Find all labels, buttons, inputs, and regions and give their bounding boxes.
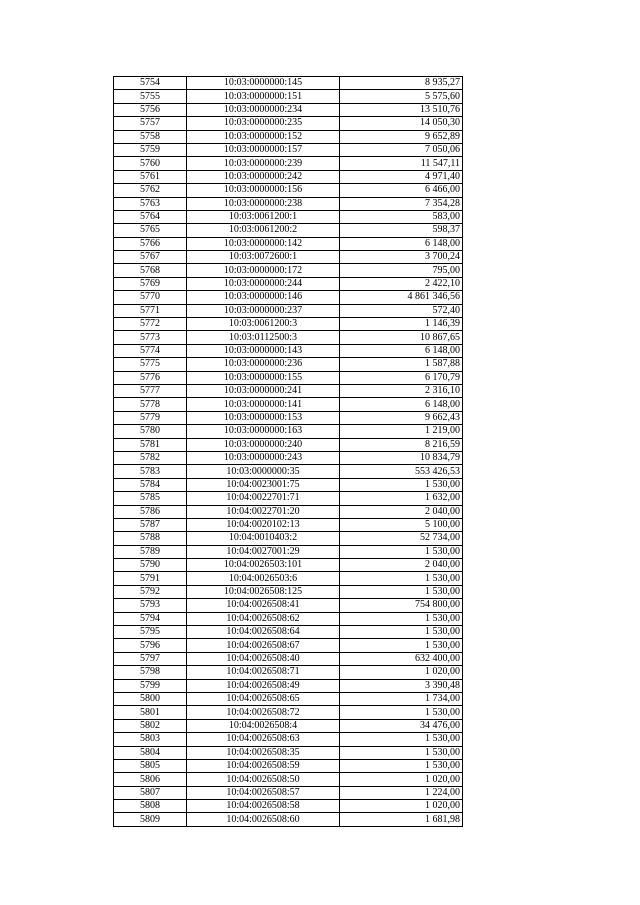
table-row [114, 170, 463, 183]
table-row [114, 358, 463, 371]
table-row [114, 612, 463, 625]
amount-value: 7 050,06 [340, 143, 463, 156]
cadastral-number: 10:03:0061200:2 [187, 224, 340, 237]
table-row [114, 478, 463, 491]
cadastral-number: 10:03:0000000:239 [187, 157, 340, 170]
amount-value: 1 632,00 [340, 492, 463, 505]
table-row [114, 465, 463, 478]
cadastral-number: 10:04:0026508:40 [187, 652, 340, 665]
amount-value: 1 224,00 [340, 786, 463, 799]
table-row [114, 318, 463, 331]
amount-value: 13 510,76 [340, 103, 463, 116]
cadastral-number: 10:03:0000000:234 [187, 103, 340, 116]
cadastral-number: 10:04:0026508:72 [187, 706, 340, 719]
row-number: 5792 [114, 585, 187, 598]
amount-value: 34 476,00 [340, 719, 463, 732]
row-number: 5786 [114, 505, 187, 518]
cadastral-number: 10:04:0026503:6 [187, 572, 340, 585]
table-row [114, 77, 463, 90]
row-number: 5777 [114, 384, 187, 397]
table-row [114, 304, 463, 317]
amount-value: 1 530,00 [340, 545, 463, 558]
row-number: 5809 [114, 813, 187, 826]
amount-value: 8 935,27 [340, 77, 463, 90]
amount-value: 11 547,11 [340, 157, 463, 170]
amount-value: 4 861 346,56 [340, 291, 463, 304]
amount-value: 4 971,40 [340, 170, 463, 183]
table-row [114, 264, 463, 277]
amount-value: 6 170,79 [340, 371, 463, 384]
cadastral-number: 10:03:0000000:153 [187, 411, 340, 424]
row-number: 5799 [114, 679, 187, 692]
amount-value: 1 530,00 [340, 585, 463, 598]
amount-value: 8 216,59 [340, 438, 463, 451]
row-number: 5780 [114, 425, 187, 438]
cadastral-number: 10:04:0010403:2 [187, 532, 340, 545]
cadastral-number: 10:04:0026508:64 [187, 626, 340, 639]
amount-value: 553 426,53 [340, 465, 463, 478]
cadastral-number: 10:03:0000000:163 [187, 425, 340, 438]
cadastral-number: 10:03:0061200:3 [187, 318, 340, 331]
cadastral-number: 10:04:0026508:41 [187, 599, 340, 612]
row-number: 5762 [114, 184, 187, 197]
table-row [114, 277, 463, 290]
amount-value: 1 219,00 [340, 425, 463, 438]
table-row [114, 451, 463, 464]
amount-value: 1 530,00 [340, 733, 463, 746]
row-number: 5766 [114, 237, 187, 250]
table-row [114, 719, 463, 732]
cadastral-number: 10:03:0000000:235 [187, 117, 340, 130]
amount-value: 3 390,48 [340, 679, 463, 692]
table-row [114, 251, 463, 264]
amount-value: 1 734,00 [340, 692, 463, 705]
row-number: 5805 [114, 759, 187, 772]
cadastral-number: 10:04:0020102:13 [187, 518, 340, 531]
cadastral-number: 10:03:0000000:141 [187, 398, 340, 411]
cadastral-number: 10:03:0000000:241 [187, 384, 340, 397]
amount-value: 1 020,00 [340, 773, 463, 786]
amount-value: 1 530,00 [340, 706, 463, 719]
amount-value: 1 020,00 [340, 800, 463, 813]
row-number: 5798 [114, 666, 187, 679]
cadastral-number: 10:03:0000000:237 [187, 304, 340, 317]
amount-value: 583,00 [340, 210, 463, 223]
row-number: 5756 [114, 103, 187, 116]
row-number: 5757 [114, 117, 187, 130]
table-row [114, 130, 463, 143]
cadastral-number: 10:04:0026508:71 [187, 666, 340, 679]
cadastral-number: 10:03:0000000:242 [187, 170, 340, 183]
amount-value: 2 040,00 [340, 505, 463, 518]
row-number: 5781 [114, 438, 187, 451]
row-number: 5806 [114, 773, 187, 786]
row-number: 5784 [114, 478, 187, 491]
table-row [114, 652, 463, 665]
table-row [114, 518, 463, 531]
table-row [114, 197, 463, 210]
row-number: 5783 [114, 465, 187, 478]
row-number: 5785 [114, 492, 187, 505]
table-row [114, 344, 463, 357]
cadastral-number: 10:03:0000000:143 [187, 344, 340, 357]
amount-value: 754 800,00 [340, 599, 463, 612]
row-number: 5773 [114, 331, 187, 344]
cadastral-number: 10:03:0000000:172 [187, 264, 340, 277]
table-row [114, 532, 463, 545]
cadastral-number: 10:03:0000000:240 [187, 438, 340, 451]
amount-value: 1 530,00 [340, 572, 463, 585]
table-row [114, 773, 463, 786]
amount-value: 14 050,30 [340, 117, 463, 130]
amount-value: 1 530,00 [340, 759, 463, 772]
table-row [114, 371, 463, 384]
row-number: 5789 [114, 545, 187, 558]
amount-value: 632 400,00 [340, 652, 463, 665]
table-row [114, 559, 463, 572]
table-row [114, 411, 463, 424]
cadastral-number: 10:04:0022701:71 [187, 492, 340, 505]
row-number: 5800 [114, 692, 187, 705]
cadastral-number: 10:03:0000000:236 [187, 358, 340, 371]
row-number: 5797 [114, 652, 187, 665]
cadastral-number: 10:04:0026508:125 [187, 585, 340, 598]
row-number: 5772 [114, 318, 187, 331]
amount-value: 9 652,89 [340, 130, 463, 143]
data-table [113, 76, 463, 827]
row-number: 5774 [114, 344, 187, 357]
table-row [114, 384, 463, 397]
amount-value: 3 700,24 [340, 251, 463, 264]
row-number: 5764 [114, 210, 187, 223]
row-number: 5807 [114, 786, 187, 799]
table-row [114, 505, 463, 518]
row-number: 5793 [114, 599, 187, 612]
cadastral-number: 10:03:0000000:142 [187, 237, 340, 250]
table-row [114, 237, 463, 250]
amount-value: 9 662,43 [340, 411, 463, 424]
table-row [114, 398, 463, 411]
table-row [114, 331, 463, 344]
table-row [114, 679, 463, 692]
cadastral-number: 10:03:0072600:1 [187, 251, 340, 264]
row-number: 5760 [114, 157, 187, 170]
table-body [114, 77, 463, 827]
row-number: 5769 [114, 277, 187, 290]
cadastral-number: 10:04:0026508:4 [187, 719, 340, 732]
amount-value: 2 316,10 [340, 384, 463, 397]
row-number: 5754 [114, 77, 187, 90]
cadastral-number: 10:04:0026508:62 [187, 612, 340, 625]
table-row [114, 90, 463, 103]
cadastral-number: 10:03:0000000:156 [187, 184, 340, 197]
table-row [114, 626, 463, 639]
row-number: 5779 [114, 411, 187, 424]
table-row [114, 585, 463, 598]
cadastral-number: 10:03:0112500:3 [187, 331, 340, 344]
table-row [114, 572, 463, 585]
amount-value: 572,40 [340, 304, 463, 317]
amount-value: 1 530,00 [340, 612, 463, 625]
row-number: 5771 [114, 304, 187, 317]
table-row [114, 786, 463, 799]
row-number: 5788 [114, 532, 187, 545]
table-row [114, 117, 463, 130]
row-number: 5765 [114, 224, 187, 237]
table-row [114, 157, 463, 170]
row-number: 5808 [114, 800, 187, 813]
row-number: 5791 [114, 572, 187, 585]
table-row [114, 800, 463, 813]
amount-value: 10 867,65 [340, 331, 463, 344]
row-number: 5790 [114, 559, 187, 572]
table-row [114, 639, 463, 652]
cadastral-number: 10:03:0000000:152 [187, 130, 340, 143]
table-row [114, 692, 463, 705]
row-number: 5794 [114, 612, 187, 625]
amount-value: 52 734,00 [340, 532, 463, 545]
cadastral-number: 10:03:0061200:1 [187, 210, 340, 223]
amount-value: 598,37 [340, 224, 463, 237]
table-row [114, 733, 463, 746]
amount-value: 2 422,10 [340, 277, 463, 290]
amount-value: 6 466,00 [340, 184, 463, 197]
amount-value: 1 530,00 [340, 626, 463, 639]
cadastral-number: 10:04:0026503:101 [187, 559, 340, 572]
row-number: 5796 [114, 639, 187, 652]
table-row [114, 545, 463, 558]
table-row [114, 184, 463, 197]
row-number: 5776 [114, 371, 187, 384]
amount-value: 5 575,60 [340, 90, 463, 103]
cadastral-number: 10:03:0000000:146 [187, 291, 340, 304]
cadastral-number: 10:04:0026508:60 [187, 813, 340, 826]
table-row [114, 438, 463, 451]
cadastral-number: 10:03:0000000:155 [187, 371, 340, 384]
table-row [114, 224, 463, 237]
row-number: 5787 [114, 518, 187, 531]
cadastral-number: 10:03:0000000:151 [187, 90, 340, 103]
cadastral-number: 10:04:0026508:35 [187, 746, 340, 759]
cadastral-number: 10:04:0026508:58 [187, 800, 340, 813]
amount-value: 6 148,00 [340, 237, 463, 250]
amount-value: 1 020,00 [340, 666, 463, 679]
amount-value: 5 100,00 [340, 518, 463, 531]
table-row [114, 425, 463, 438]
row-number: 5758 [114, 130, 187, 143]
cadastral-number: 10:04:0026508:50 [187, 773, 340, 786]
row-number: 5770 [114, 291, 187, 304]
table-row [114, 103, 463, 116]
row-number: 5755 [114, 90, 187, 103]
amount-value: 2 040,00 [340, 559, 463, 572]
row-number: 5803 [114, 733, 187, 746]
table-row [114, 666, 463, 679]
amount-value: 1 587,88 [340, 358, 463, 371]
cadastral-number: 10:03:0000000:157 [187, 143, 340, 156]
amount-value: 6 148,00 [340, 344, 463, 357]
cadastral-number: 10:04:0026508:59 [187, 759, 340, 772]
row-number: 5759 [114, 143, 187, 156]
cadastral-number: 10:04:0026508:57 [187, 786, 340, 799]
table-row [114, 143, 463, 156]
cadastral-number: 10:04:0026508:49 [187, 679, 340, 692]
cadastral-number: 10:04:0023001:75 [187, 478, 340, 491]
cadastral-number: 10:04:0026508:67 [187, 639, 340, 652]
table-row [114, 210, 463, 223]
cadastral-number: 10:04:0026508:65 [187, 692, 340, 705]
cadastral-number: 10:04:0027001:29 [187, 545, 340, 558]
row-number: 5802 [114, 719, 187, 732]
amount-value: 10 834,79 [340, 451, 463, 464]
amount-value: 1 146,39 [340, 318, 463, 331]
table-row [114, 706, 463, 719]
row-number: 5763 [114, 197, 187, 210]
cadastral-number: 10:03:0000000:244 [187, 277, 340, 290]
row-number: 5795 [114, 626, 187, 639]
row-number: 5761 [114, 170, 187, 183]
amount-value: 1 530,00 [340, 478, 463, 491]
row-number: 5767 [114, 251, 187, 264]
cadastral-number: 10:03:0000000:243 [187, 451, 340, 464]
cadastral-number: 10:04:0022701:20 [187, 505, 340, 518]
table-row [114, 599, 463, 612]
table-row [114, 746, 463, 759]
amount-value: 1 681,98 [340, 813, 463, 826]
row-number: 5768 [114, 264, 187, 277]
row-number: 5775 [114, 358, 187, 371]
row-number: 5778 [114, 398, 187, 411]
amount-value: 1 530,00 [340, 746, 463, 759]
table-row [114, 759, 463, 772]
cadastral-number: 10:03:0000000:145 [187, 77, 340, 90]
cadastral-number: 10:04:0026508:63 [187, 733, 340, 746]
table-row [114, 492, 463, 505]
row-number: 5801 [114, 706, 187, 719]
cadastral-number: 10:03:0000000:35 [187, 465, 340, 478]
amount-value: 6 148,00 [340, 398, 463, 411]
row-number: 5782 [114, 451, 187, 464]
amount-value: 7 354,28 [340, 197, 463, 210]
cadastral-number: 10:03:0000000:238 [187, 197, 340, 210]
table-row [114, 813, 463, 826]
table-row [114, 291, 463, 304]
row-number: 5804 [114, 746, 187, 759]
amount-value: 795,00 [340, 264, 463, 277]
amount-value: 1 530,00 [340, 639, 463, 652]
